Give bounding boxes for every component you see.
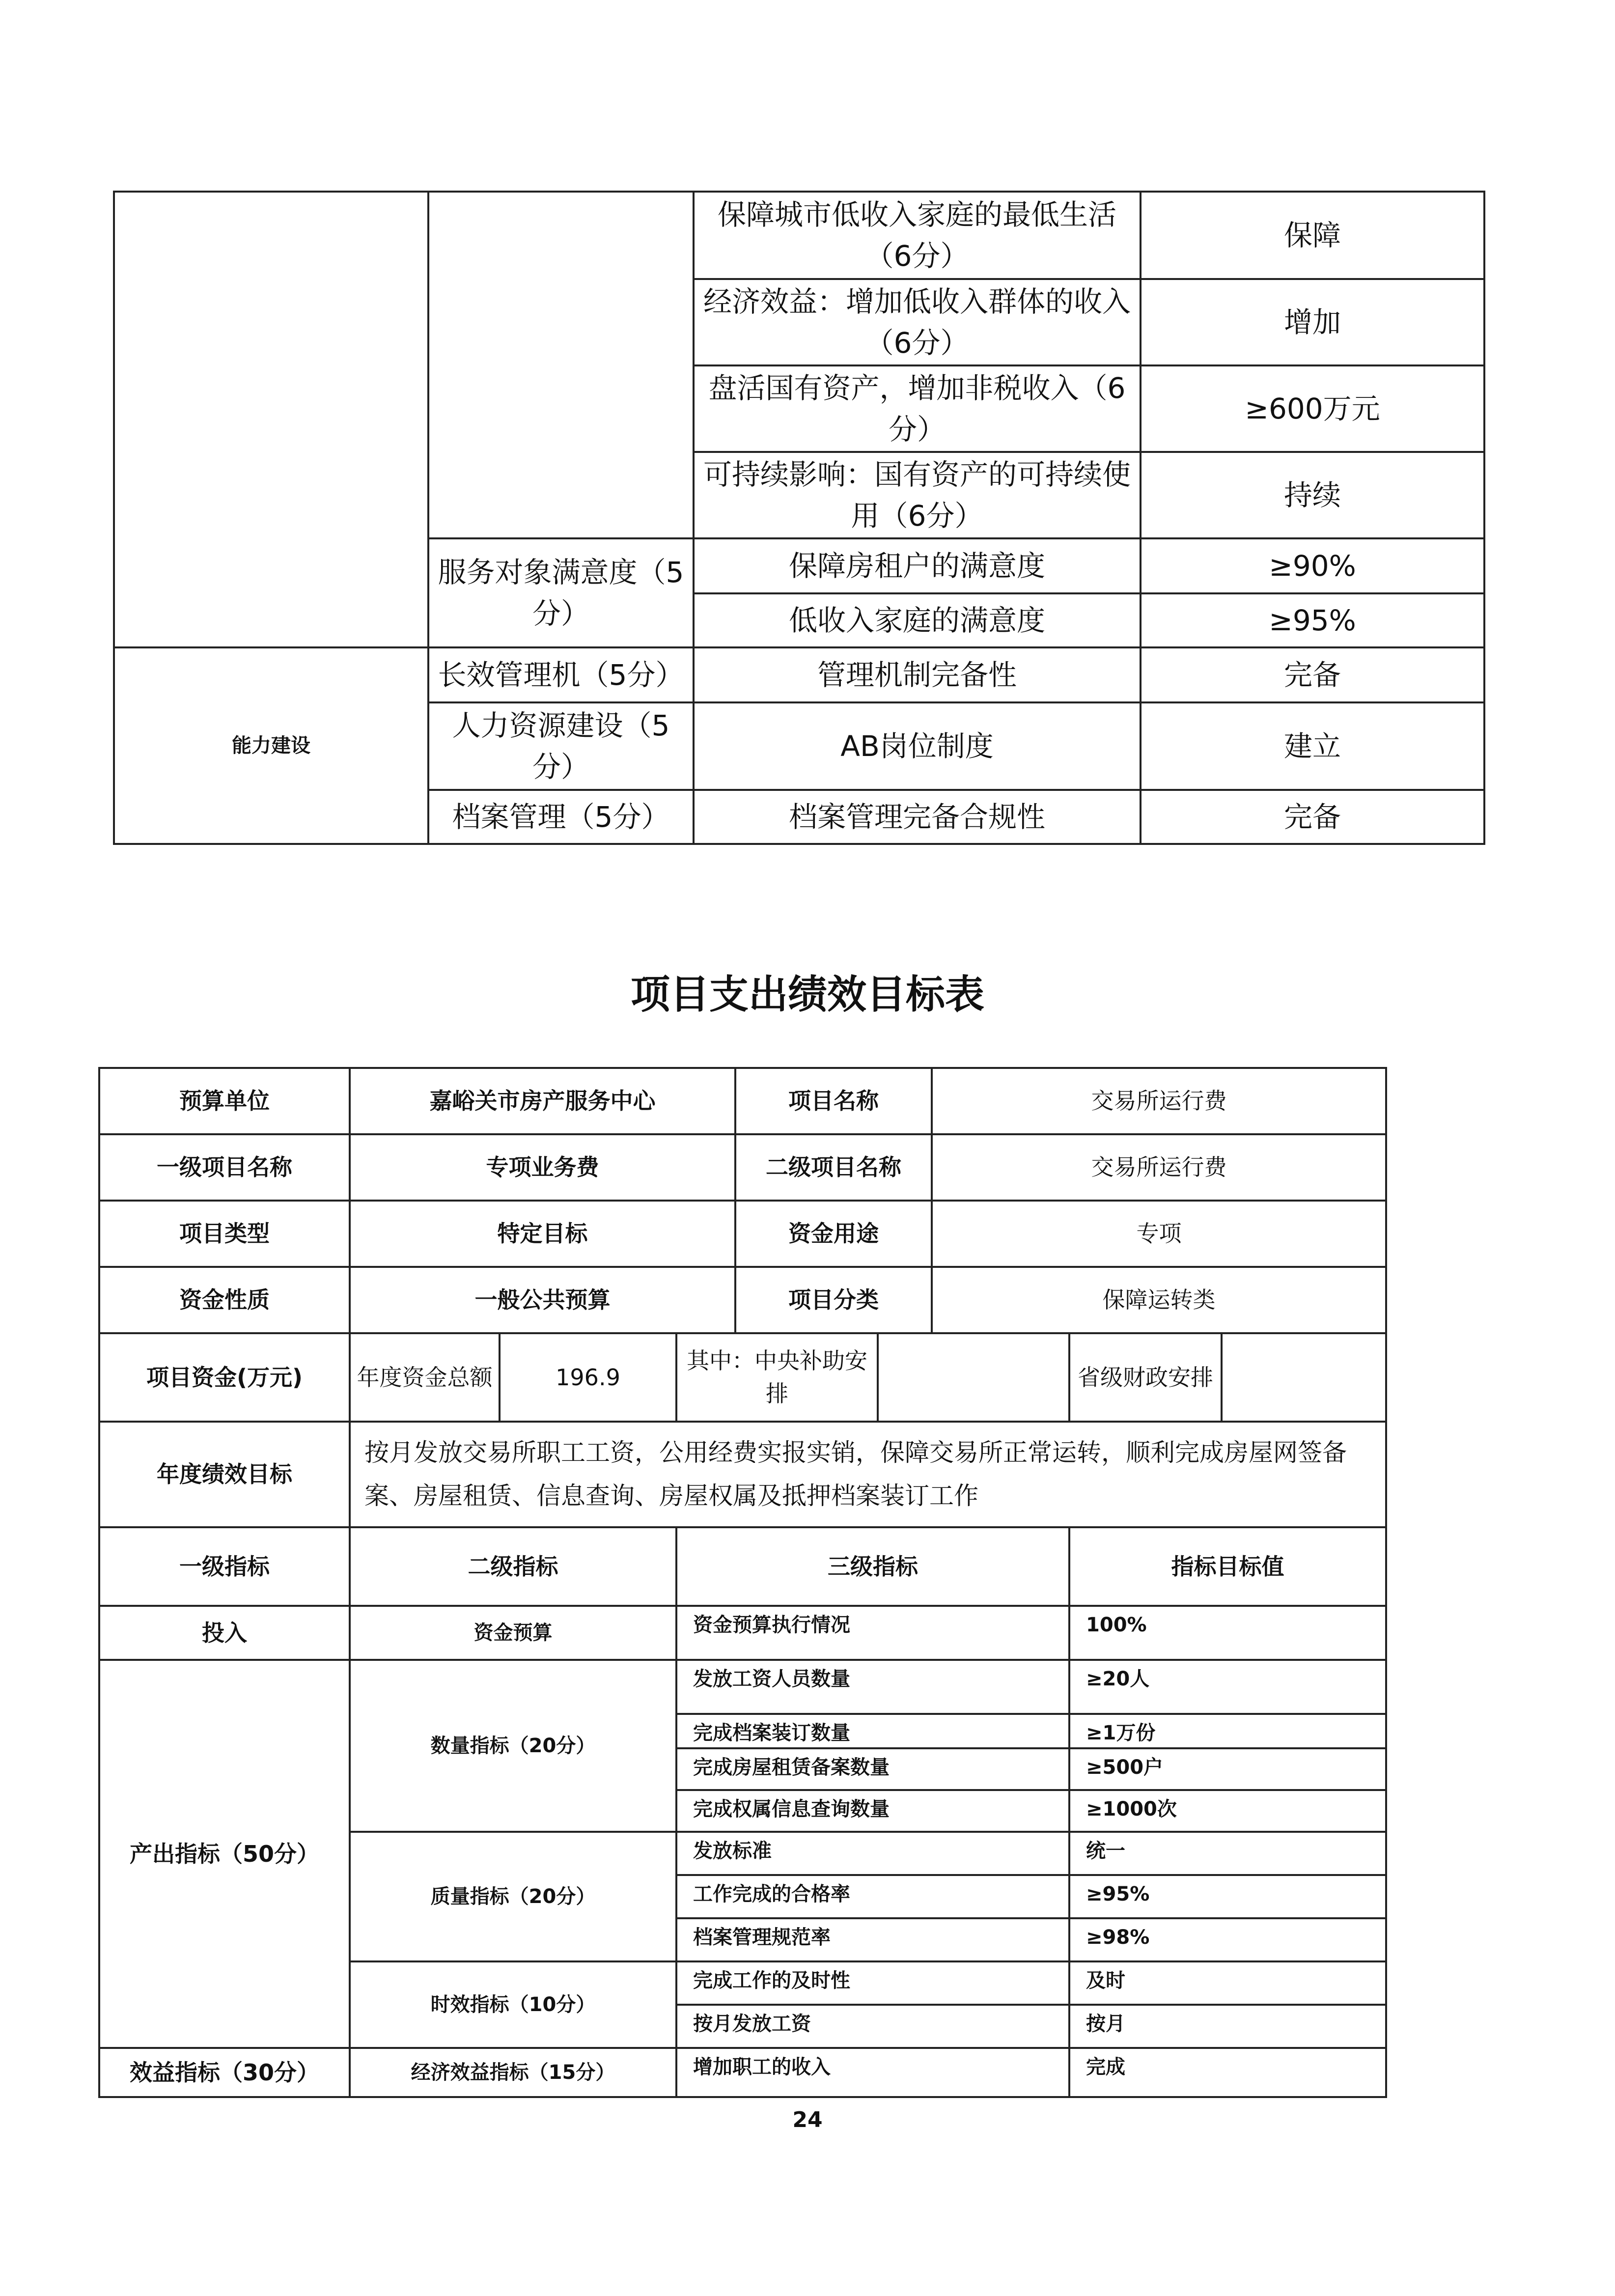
indicator-cell: 可持续影响：国有资产的可持续使用（6分）	[694, 452, 1141, 538]
benefit-indicator-label: 效益指标（30分）	[99, 2048, 350, 2097]
project-type-label: 项目类型	[99, 1201, 350, 1267]
project-name-value: 交易所运行费	[932, 1068, 1386, 1134]
category-cell: 档案管理（5分）	[428, 790, 694, 844]
project-type-value: 特定目标	[350, 1201, 735, 1267]
top-table-c1-empty	[114, 192, 428, 647]
indicator-l3: 档案管理规范率	[676, 1918, 1069, 1961]
indicator-value: ≥1万份	[1069, 1714, 1386, 1748]
indicator-cell: 保障城市低收入家庭的最低生活（6分）	[694, 192, 1141, 279]
indicator-cell: 盘活国有资产，增加非税收入（6分）	[694, 365, 1141, 452]
project-class-value: 保障运转类	[932, 1267, 1386, 1333]
category-cell: 长效管理机（5分）	[428, 647, 694, 702]
fund-budget-label: 资金预算	[350, 1606, 676, 1660]
quality-indicator-label: 质量指标（20分）	[350, 1832, 676, 1961]
target-cell: 持续	[1141, 452, 1484, 538]
indicator-value: ≥1000次	[1069, 1790, 1386, 1832]
budget-unit-value: 嘉峪关市房产服务中心	[350, 1068, 735, 1134]
annual-total-value: 196.9	[500, 1333, 676, 1422]
indicator-l3: 增加职工的收入	[676, 2048, 1069, 2097]
indicator-cell: AB岗位制度	[694, 702, 1141, 790]
top-table	[113, 191, 1485, 845]
indicator-l3: 完成工作的及时性	[676, 1961, 1069, 2005]
indicator-value: 统一	[1069, 1832, 1386, 1875]
level2-name-label: 二级项目名称	[735, 1134, 932, 1201]
level2-name-value: 交易所运行费	[932, 1134, 1386, 1201]
indicator-l3: 资金预算执行情况	[676, 1606, 1069, 1660]
indicator-cell: 低收入家庭的满意度	[694, 593, 1141, 647]
indicator-l3: 按月发放工资	[676, 2005, 1069, 2048]
indicator-value: ≥98%	[1069, 1918, 1386, 1961]
indicator-l3: 发放标准	[676, 1832, 1069, 1875]
indicator-value: 100%	[1069, 1606, 1386, 1660]
target-cell: 增加	[1141, 279, 1484, 365]
timeliness-indicator-label: 时效指标（10分）	[350, 1961, 676, 2048]
indicator-l3: 发放工资人员数量	[676, 1660, 1069, 1714]
target-cell: 保障	[1141, 192, 1484, 279]
fund-nature-value: 一般公共预算	[350, 1267, 735, 1333]
target-cell: 完备	[1141, 790, 1484, 844]
central-subsidy-label: 其中：中央补助安排	[676, 1333, 878, 1422]
project-fund-label: 项目资金(万元)	[99, 1333, 350, 1422]
page-number: 24	[792, 2107, 823, 2132]
fund-nature-label: 资金性质	[99, 1267, 350, 1333]
indicator-value: 按月	[1069, 2005, 1386, 2048]
indicator-l3: 工作完成的合格率	[676, 1875, 1069, 1918]
top-table-c2-empty	[428, 192, 694, 538]
investment-label: 投入	[99, 1606, 350, 1660]
annual-total-label: 年度资金总额	[350, 1333, 500, 1422]
target-cell: ≥600万元	[1141, 365, 1484, 452]
target-cell: 完备	[1141, 647, 1484, 702]
indicator-value: 完成	[1069, 2048, 1386, 2097]
provincial-fund-label: 省级财政安排	[1069, 1333, 1222, 1422]
central-subsidy-value	[878, 1333, 1069, 1422]
level1-name-label: 一级项目名称	[99, 1134, 350, 1201]
performance-target-table	[98, 1067, 1387, 2098]
indicator-cell: 经济效益：增加低收入群体的收入（6分）	[694, 279, 1141, 365]
indicator-l3: 完成档案装订数量	[676, 1714, 1069, 1748]
target-cell: ≥95%	[1141, 593, 1484, 647]
output-indicator-label: 产出指标（50分）	[99, 1660, 350, 2048]
annual-goal-text: 按月发放交易所职工工资，公用经费实报实销，保障交易所正常运转，顺利完成房屋网签备案、房屋租赁、信息查询、房屋权属及抵押档案装订工作	[350, 1422, 1386, 1527]
quantity-indicator-label: 数量指标（20分）	[350, 1660, 676, 1832]
level1-name-value: 专项业务费	[350, 1134, 735, 1201]
annual-goal-label: 年度绩效目标	[99, 1422, 350, 1527]
header-level3: 三级指标	[676, 1527, 1069, 1606]
indicator-cell: 保障房租户的满意度	[694, 538, 1141, 593]
fund-use-label: 资金用途	[735, 1201, 932, 1267]
indicator-l3: 完成权属信息查询数量	[676, 1790, 1069, 1832]
indicator-value: ≥20人	[1069, 1660, 1386, 1714]
budget-unit-label: 预算单位	[99, 1068, 350, 1134]
fund-use-value: 专项	[932, 1201, 1386, 1267]
indicator-l3: 完成房屋租赁备案数量	[676, 1748, 1069, 1790]
indicator-value: 及时	[1069, 1961, 1386, 2005]
project-name-label: 项目名称	[735, 1068, 932, 1134]
header-level1: 一级指标	[99, 1527, 350, 1606]
target-cell: 建立	[1141, 702, 1484, 790]
category-cell: 服务对象满意度（5分）	[428, 538, 694, 647]
economic-benefit-label: 经济效益指标（15分）	[350, 2048, 676, 2097]
header-target: 指标目标值	[1069, 1527, 1386, 1606]
header-level2: 二级指标	[350, 1527, 676, 1606]
section-title: 项目支出绩效目标表	[631, 972, 984, 1017]
indicator-cell: 管理机制完备性	[694, 647, 1141, 702]
project-class-label: 项目分类	[735, 1267, 932, 1333]
indicator-value: ≥95%	[1069, 1875, 1386, 1918]
category-cell: 人力资源建设（5分）	[428, 702, 694, 790]
indicator-value: ≥500户	[1069, 1748, 1386, 1790]
target-cell: ≥90%	[1141, 538, 1484, 593]
indicator-cell: 档案管理完备合规性	[694, 790, 1141, 844]
provincial-fund-value	[1222, 1333, 1386, 1422]
capacity-building-cell: 能力建设	[114, 647, 428, 844]
